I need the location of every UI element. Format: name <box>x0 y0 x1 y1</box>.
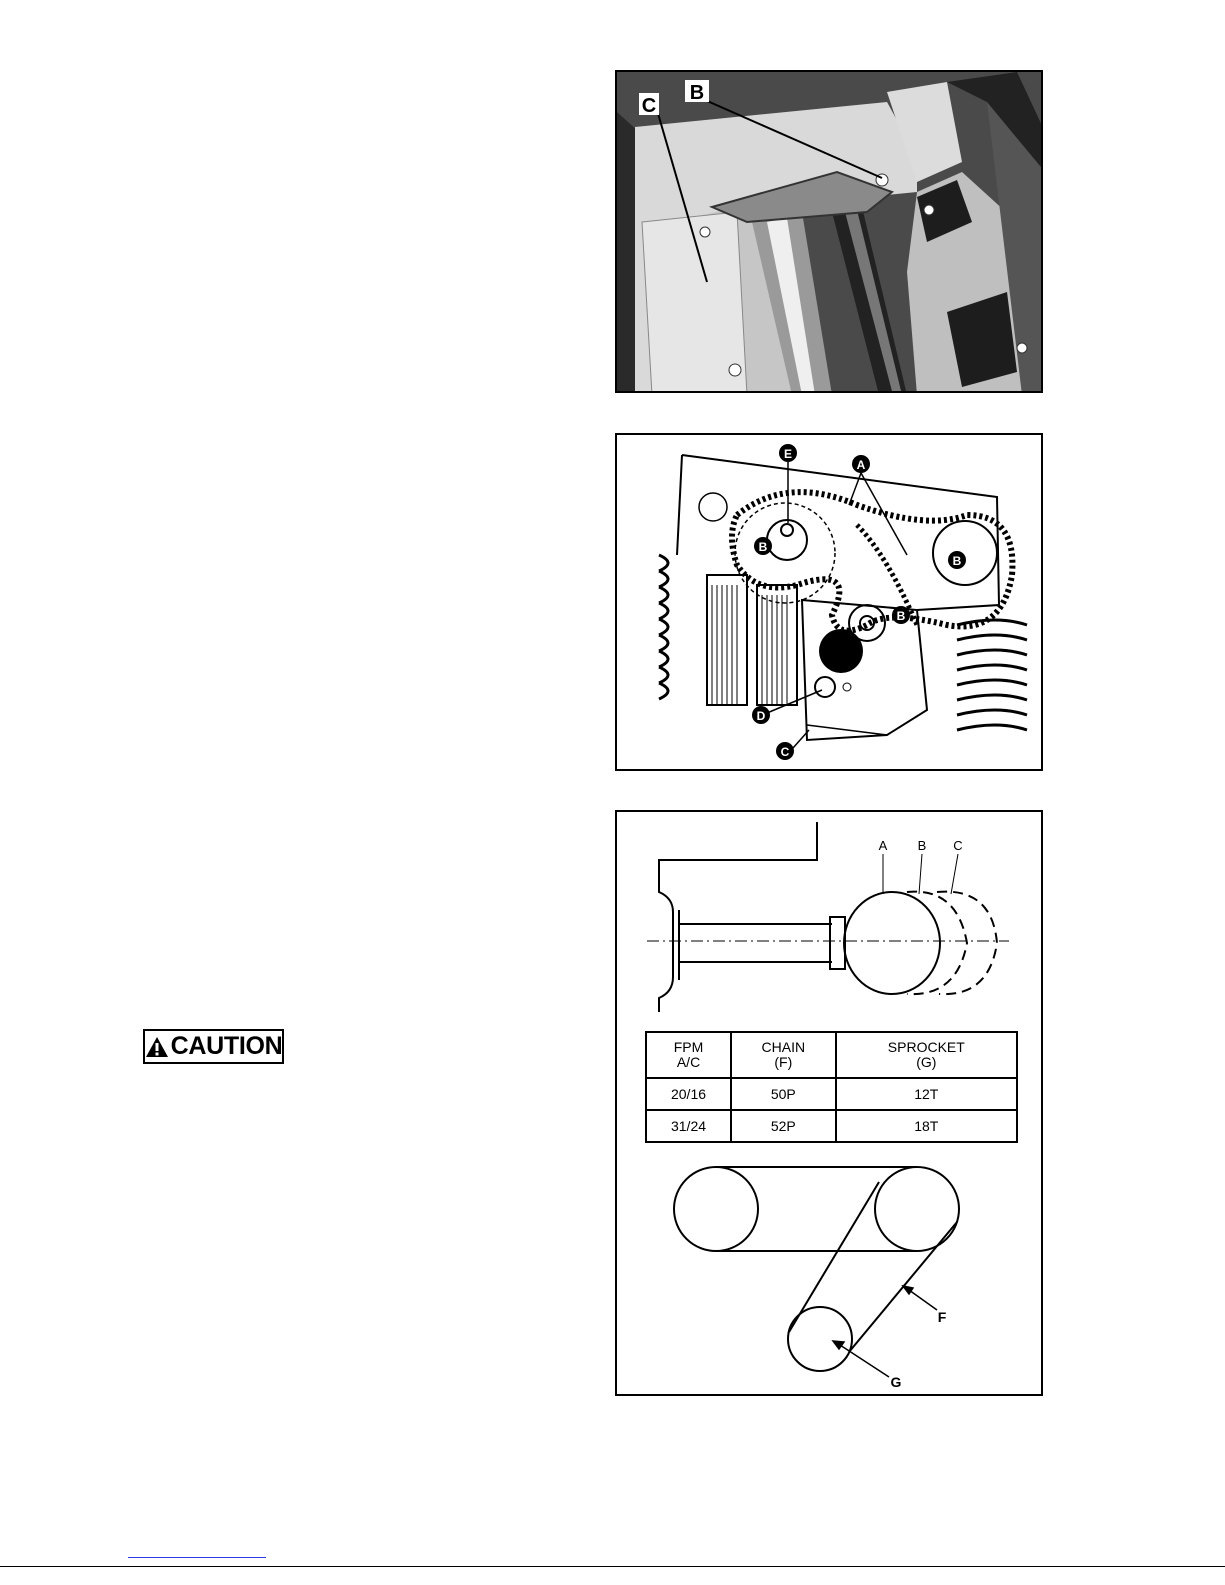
warning-triangle-icon <box>145 1036 169 1058</box>
sprocket-chart-figure <box>615 810 1043 1396</box>
table-row <box>646 1078 1017 1110</box>
table-cell: 18T <box>836 1110 1017 1142</box>
photo-label-b: B <box>689 82 705 104</box>
table-cell: 31/24 <box>646 1110 731 1142</box>
footer-link-underline[interactable] <box>128 1557 266 1558</box>
svg-text:C: C <box>780 745 790 759</box>
table-cell: 52P <box>731 1110 836 1142</box>
svg-text:B: B <box>952 554 962 568</box>
position-label-b: B <box>917 838 927 853</box>
table-cell: 50P <box>731 1078 836 1110</box>
callout-e <box>779 444 797 462</box>
svg-text:E: E <box>783 447 793 461</box>
svg-text:A: A <box>856 458 866 472</box>
svg-text:D: D <box>756 709 766 723</box>
callout-d <box>752 706 770 724</box>
svg-text:B: B <box>896 609 906 623</box>
callout-c <box>776 742 794 760</box>
table-cell: 12T <box>836 1078 1017 1110</box>
planer-photo-figure <box>615 70 1043 393</box>
position-label-c: C <box>953 838 963 853</box>
caution-label <box>143 1029 284 1064</box>
table-header-cell: CHAIN (F) <box>731 1032 836 1078</box>
svg-text:B: B <box>758 540 768 554</box>
chain-label-f: F <box>937 1309 947 1325</box>
chain-drive-figure <box>615 433 1043 771</box>
svg-text:D: D <box>840 656 842 657</box>
table-header-cell: SPROCKET (G) <box>836 1032 1017 1078</box>
table-row <box>646 1110 1017 1142</box>
callout-b-right <box>948 551 966 569</box>
position-label-a: A <box>878 838 888 853</box>
callout-b-left <box>754 537 772 555</box>
chain-drive-graphic <box>617 435 1043 771</box>
callout-a <box>852 455 870 473</box>
table-header-cell: FPM A/C <box>646 1032 731 1078</box>
table-cell: 20/16 <box>646 1078 731 1110</box>
footer-divider <box>0 1566 1225 1567</box>
sprocket-label-g: G <box>890 1374 902 1390</box>
callout-b-lower <box>892 606 910 624</box>
drive-diagram <box>674 1167 959 1371</box>
caution-text: CAUTION <box>170 1032 283 1060</box>
table-header-row <box>646 1032 1017 1078</box>
planer-photo-graphic <box>617 72 1043 393</box>
feed-rate-table <box>645 1031 1018 1143</box>
photo-label-c: C <box>641 95 657 117</box>
